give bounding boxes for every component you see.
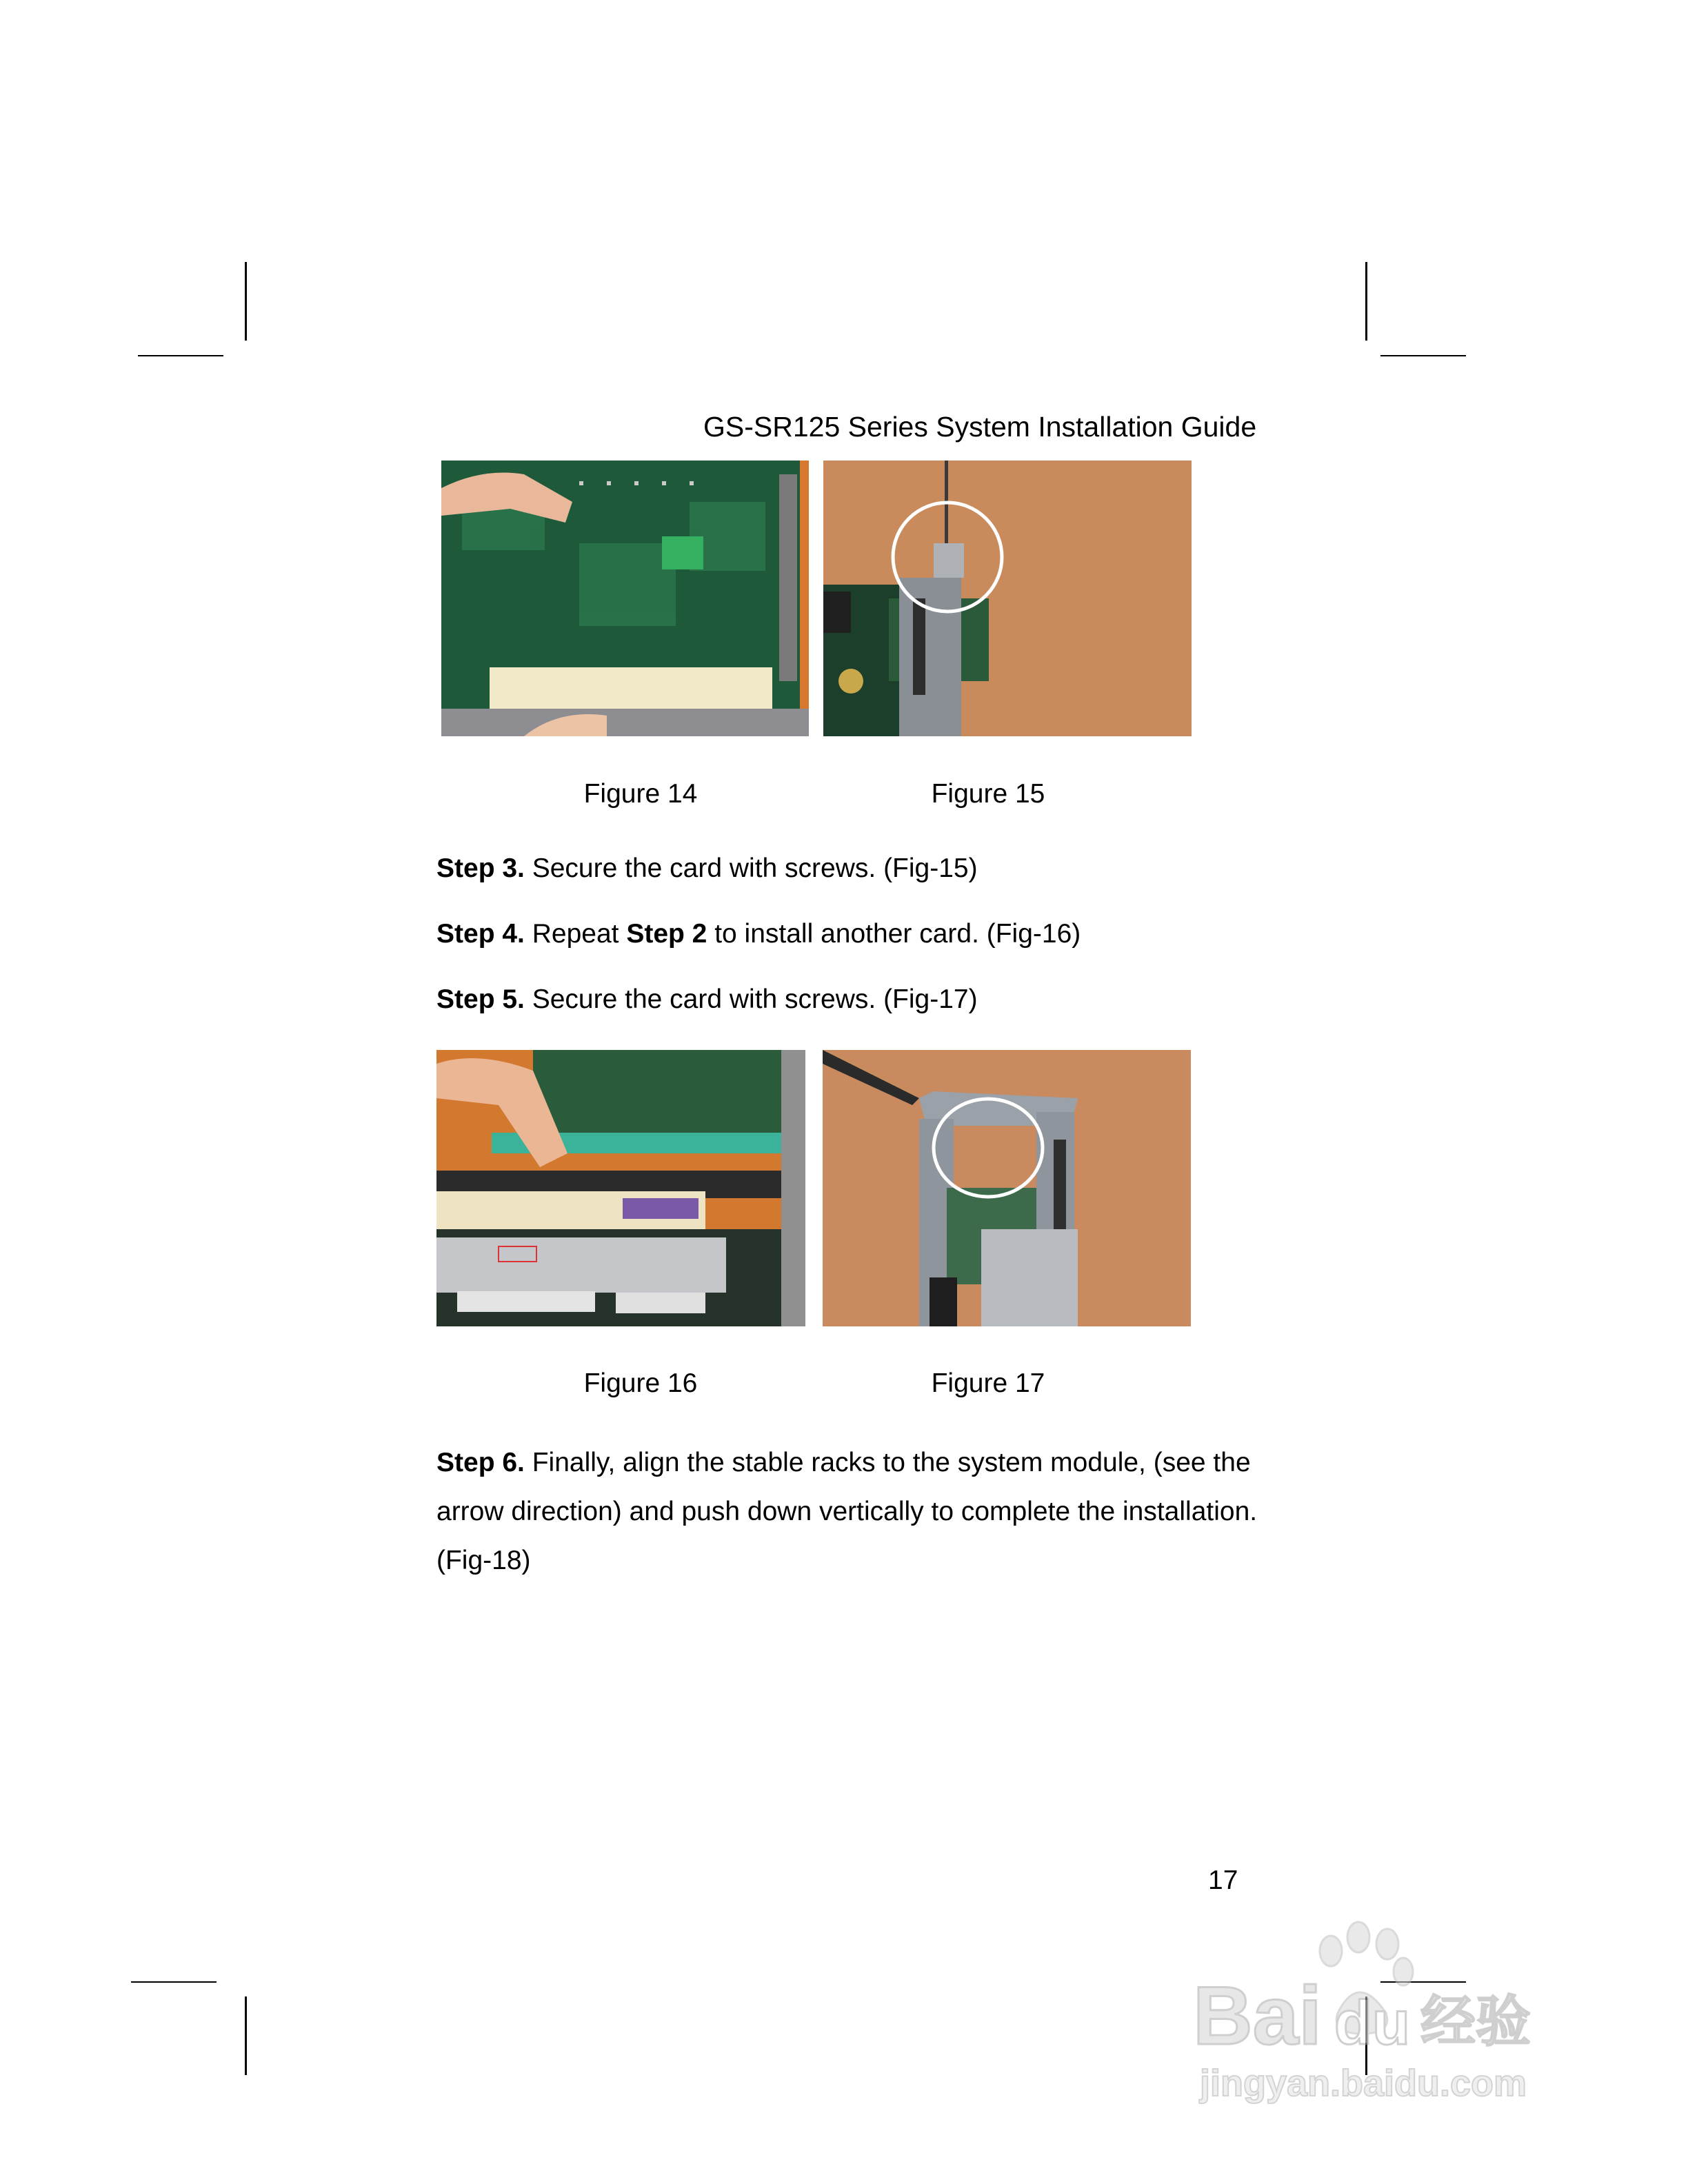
svg-text:Bai: Bai — [1193, 1970, 1322, 2062]
step-5 — [436, 983, 978, 1016]
figure-17-photo — [823, 1050, 1191, 1326]
step-4-text-b: to install another card. (Fig-16) — [707, 919, 1081, 949]
crop-mark-top-right-vertical — [1365, 262, 1367, 341]
figure-14-caption: Figure 14 — [583, 779, 698, 809]
step-6 — [436, 1438, 1264, 1585]
figure-16-caption: Figure 16 — [583, 1368, 698, 1398]
step-5-label: Step 5. — [436, 984, 525, 1014]
step-3 — [436, 852, 978, 885]
step-4-label: Step 4. — [436, 919, 525, 949]
svg-text:经验: 经验 — [1420, 1990, 1531, 2054]
crop-mark-top-left-vertical — [245, 262, 247, 341]
figure-17-caption: Figure 17 — [931, 1368, 1045, 1398]
figure-16-photo — [436, 1050, 805, 1326]
figure-15-caption: Figure 15 — [931, 779, 1045, 809]
figure-15-photo — [823, 461, 1192, 736]
page-header: GS-SR125 Series System Installation Guide — [703, 411, 1257, 443]
step-3-text: Secure the card with screws. (Fig-15) — [524, 853, 978, 883]
svg-text:du: du — [1334, 1989, 1410, 2058]
figure-14-photo — [441, 461, 809, 736]
step-5-text: Secure the card with screws. (Fig-17) — [524, 984, 978, 1014]
step-6-label: Step 6. — [436, 1448, 525, 1477]
step-3-label: Step 3. — [436, 853, 525, 883]
step-6-text: Finally, align the stable racks to the system module, (see the arrow direction) and push down vertically to complete the installation. (Fig-18) — [436, 1448, 1258, 1575]
crop-mark-top-left-horizontal — [138, 355, 223, 356]
crop-mark-bottom-left-horizontal — [131, 1981, 217, 1983]
step-4 — [436, 918, 1081, 951]
step-4-ref: Step 2 — [626, 919, 707, 949]
step-4-text-a: Repeat — [524, 919, 627, 949]
page-number: 17 — [1208, 1866, 1238, 1895]
crop-mark-bottom-left-vertical — [245, 1996, 247, 2075]
svg-text:jingyan.baidu.com: jingyan.baidu.com — [1200, 2063, 1527, 2104]
baidu-jingyan-watermark — [1186, 1910, 1572, 2110]
crop-mark-top-right-horizontal — [1380, 355, 1466, 356]
